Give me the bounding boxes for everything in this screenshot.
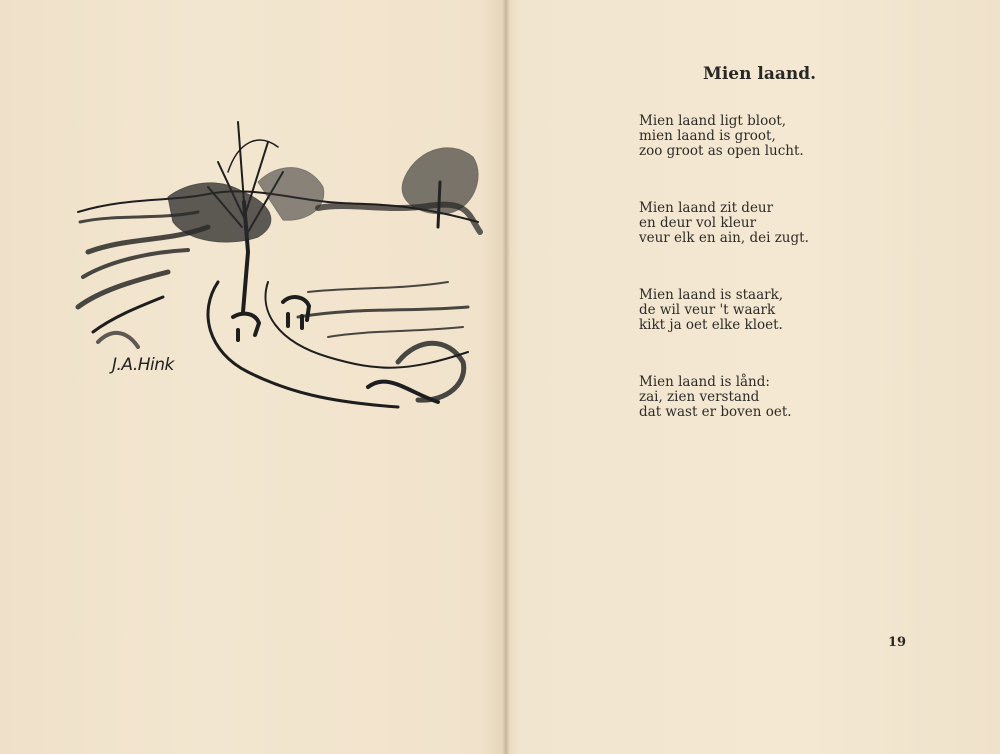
right-page	[508, 0, 1000, 754]
poem-line: zai, zien verstand	[639, 389, 760, 405]
poem-line: zoo groot as open lucht.	[639, 143, 804, 159]
poem-line: en deur vol kleur	[639, 215, 757, 231]
poem-line: Mien laand is lånd:	[639, 374, 770, 390]
poem-title: Mien laand.	[703, 64, 817, 84]
poem-line: mien laand is groot,	[639, 128, 776, 144]
stanza-4	[639, 375, 792, 420]
poem-line: Mien laand is staark,	[639, 287, 784, 303]
stanza-2	[639, 201, 809, 246]
stanza-1	[639, 114, 804, 159]
poem-line: kikt ja oet elke kloet.	[639, 317, 783, 333]
poem-line: veur elk en ain, dei zugt.	[639, 230, 809, 246]
poem-line: de wil veur 't waark	[639, 302, 776, 318]
poem-line: dat wast er boven oet.	[639, 404, 792, 420]
page-number: 19	[888, 635, 907, 650]
stanza-3	[639, 288, 783, 333]
poem-line: Mien laand ligt bloot,	[639, 113, 787, 129]
artist-signature: J.A.Hink	[112, 355, 174, 375]
poem-line: Mien laand zit deur	[639, 200, 774, 216]
